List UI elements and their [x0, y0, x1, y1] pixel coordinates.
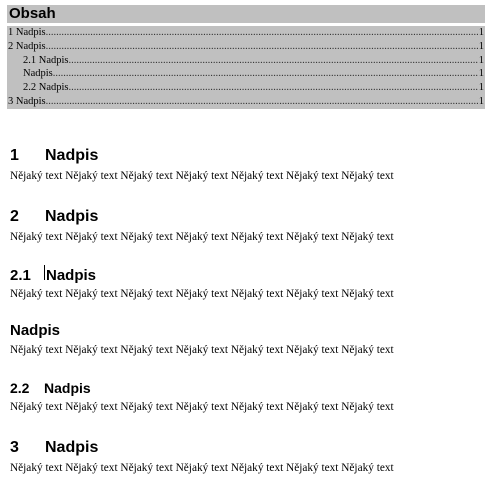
document-section [10, 206, 480, 244]
toc-entry-label: Nadpis [23, 68, 53, 80]
text-cursor [44, 265, 45, 280]
toc-leader-dots [69, 81, 478, 95]
heading-title: Nadpis [46, 267, 97, 284]
heading-number: 2.2 [10, 380, 30, 396]
toc-entry[interactable] [7, 95, 485, 109]
heading-number: 1 [10, 147, 19, 164]
toc-entry-page: 1 [478, 54, 484, 66]
heading-2[interactable] [10, 378, 480, 398]
heading-title: Nadpis [45, 208, 99, 225]
body-paragraph[interactable]: Nějaký text Nějaký text Nějaký text Nějaký text Nějaký text Nějaký text Nějaký text [10, 344, 394, 356]
toc-title: Obsah [7, 5, 485, 26]
document-section [10, 321, 480, 357]
heading-1[interactable] [10, 145, 480, 167]
toc-leader-dots [53, 67, 478, 81]
toc-entry[interactable] [7, 81, 485, 95]
toc-entry-page: 1 [478, 68, 484, 80]
heading-title: Nadpis [45, 147, 99, 164]
heading-title: Nadpis [10, 322, 61, 339]
heading-number: 2.1 [10, 267, 31, 284]
heading-2[interactable] [10, 265, 480, 285]
toc-leader-dots [46, 40, 478, 54]
body-paragraph[interactable]: Nějaký text Nějaký text Nějaký text Nějaký text Nějaký text Nějaký text Nějaký text [10, 170, 394, 182]
document-section [10, 437, 480, 475]
document-section [10, 145, 480, 183]
heading-title: Nadpis [44, 380, 91, 396]
toc-entry[interactable] [7, 54, 485, 68]
body-paragraph[interactable]: Nějaký text Nějaký text Nějaký text Nějaký text Nějaký text Nějaký text Nějaký text [10, 462, 394, 474]
toc-entry-label: 2 Nadpis [8, 40, 46, 52]
body-paragraph[interactable]: Nějaký text Nějaký text Nějaký text Nějaký text Nějaký text Nějaký text Nějaký text [10, 288, 394, 300]
body-paragraph[interactable]: Nějaký text Nějaký text Nějaký text Nějaký text Nějaký text Nějaký text Nějaký text [10, 231, 394, 243]
toc-leader-dots [46, 26, 478, 40]
heading-1[interactable] [10, 437, 480, 459]
toc-leader-dots [69, 54, 478, 68]
toc-list [7, 26, 485, 109]
toc-entry[interactable] [7, 40, 485, 54]
table-of-contents[interactable] [7, 5, 485, 109]
toc-entry-page: 1 [478, 40, 484, 52]
document-section [10, 378, 480, 414]
heading-number: 2 [10, 208, 19, 225]
heading-unnumbered[interactable] [10, 321, 480, 341]
toc-entry-label: 1 Nadpis [8, 27, 46, 38]
toc-entry-page: 1 [478, 82, 484, 94]
toc-leader-dots [46, 95, 478, 109]
toc-entry[interactable] [7, 67, 485, 81]
heading-number: 3 [10, 439, 19, 456]
toc-entry-label: 2.2 Nadpis [23, 82, 69, 94]
toc-entry-label: 3 Nadpis [8, 95, 46, 107]
toc-entry[interactable] [7, 26, 485, 40]
toc-entry-label: 2.1 Nadpis [23, 54, 69, 66]
toc-entry-page: 1 [478, 27, 484, 38]
heading-title: Nadpis [45, 439, 99, 456]
heading-1[interactable] [10, 206, 480, 228]
toc-entry-page: 1 [478, 95, 484, 107]
body-paragraph[interactable]: Nějaký text Nějaký text Nějaký text Nějaký text Nějaký text Nějaký text Nějaký text [10, 401, 394, 413]
document-section [10, 265, 480, 301]
